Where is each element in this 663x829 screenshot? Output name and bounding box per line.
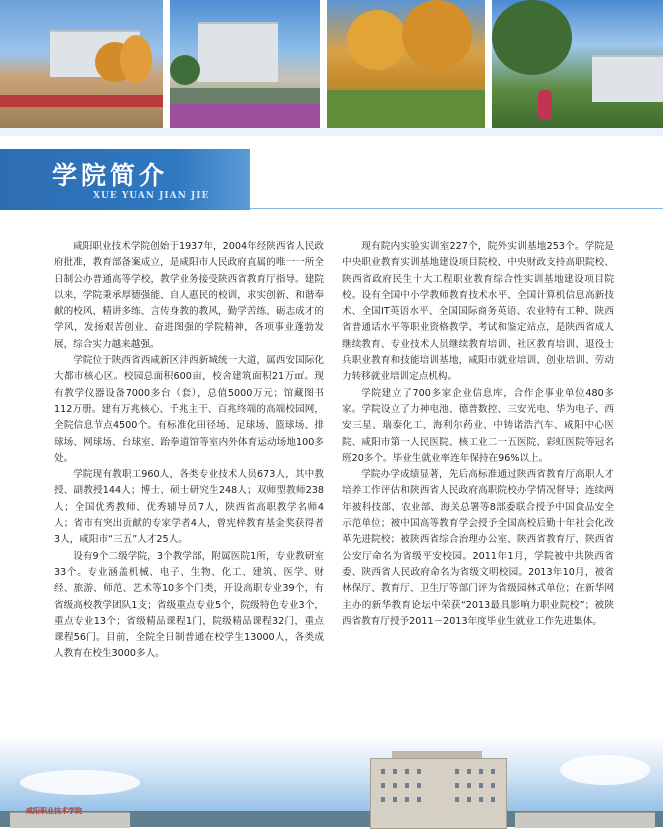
paragraph: 设有9个二级学院，3个教学部，附属医院1所，专业教研室33个。专业涵盖机械、电子、生物、化工、建筑、医学、财经、旅游、师范、艺术等10多个门类，开设高职专业39个，有省级高校教学团队1支；省级重点专业5个，院级特色专业3个，重点专业13个；省级精品课程1门，院级精品课程32门，重点课程56门。目前，全院全日制普通在校学生13000人，各类成人教育在校生3000多人。 <box>54 550 324 660</box>
campus-photo-gate <box>0 0 163 128</box>
paragraph: 学院建立了700多家企业信息库，合作企事业单位480多家。学院设立了力神电池、德普数控、三安光电、华为电子、西安三星、瑞泰化工、海利尔药业、中铸诺浩汽车、咸阳中心医院、咸阳市第一人民医院、核工业二一五医院、彩虹医院等冠名班20多个。毕业生就业率连年保持在96%以上。 <box>342 387 614 464</box>
left-column <box>54 239 324 663</box>
paragraph: 学院现有教职工960人，各类专业技术人员673人，其中教授、副教授144人；博士、硕士研究生248人；双师型教师238人；全国优秀教师、优秀辅导员7人，陕西省高职教学名师4人；省市有突出贡献的专家学者4人，曾宪梓教育基金奖获得者3人，咸阳市“三五”人才25人。 <box>54 469 324 546</box>
page-subtitle: XUE YUAN JIAN JIE <box>93 191 210 201</box>
paragraph: 学院办学成绩显著，先后高标准通过陕西省教育厅高职人才培养工作评估和陕西省人民政府高职院校办学情况督导；连续两年被科技部、农业部、海关总署等8部委联合授予中国食品安全示范单位；被中国高等教育学会授予全国高校后勤十年社会化改革先进院校；被陕西省综合治理办公室、陕西省教育厅、陕西省公安厅命名为省级平安校园。2011年1月，学院被中共陕西省委、陕西省人民政府命名为省级文明校园。2013年10月，被省林保厅、教育厅、卫生厅等部门评为省级园林式单位；在新华网主办的新华教育论坛中荣获“2013最具影响力职业院校”；被陕西省教育厅授予2011－2013年度毕业生就业工作先进集体。 <box>342 469 614 627</box>
campus-photo-strip <box>0 0 663 128</box>
paragraph: 现有院内实验实训室227个，院外实训基地253个。学院是中央职业教育实训基地建设项目院校、中央财政支持高职院校、陕西省政府民生十大工程职业教育综合性实训基地建设项目院校。设有全国中小学教师教育技术水平、全国计算机信息高新技术、全国IT英语水平、全国国际商务英语、农业特有工种、陕西省普通话水平等职业资格教学、考试和鉴定站点，是陕西省成人继续教育、专业技术人员继续教育培训、社区教育培训、退役士兵职业教育和技能培训基地，咸阳市就业培训、创业培训、劳动力转移就业培训定点机构。 <box>342 241 614 383</box>
right-column <box>342 239 614 630</box>
campus-photo-student <box>492 0 663 128</box>
paragraph: 学院位于陕西省西咸新区沣西新城统一大道，属西安国际化大都市核心区。校园总面积600亩，校舍建筑面积21万㎡。现有教学仪器设备7000多台（套），总值5000万元；馆藏图书112万册。建有万兆核心、千兆主干、百兆终端的高端校园网，全院信息节点4500个。有标准化田径场、足球场、篮球场、排球场、网球场、台球室、跆拳道馆等室内外体育运动场地100多处。 <box>54 355 324 464</box>
banner-rule <box>250 208 663 209</box>
campus-gate-sign: 咸阳职业技术学院 <box>26 807 82 815</box>
paragraph: 咸阳职业技术学院创始于1937年，2004年经陕西省人民政府批准，教育部备案成立，是咸阳市人民政府直属的唯一一所全日制公办普通高等学校，教学业务接受陕西省教育厅指导。建院以来，学院秉承厚德强能、自人惠民的校训，求实创新、和谐奉献的校风，精讲多练、言传身教的教风，勤学苦练、砺志成才的学风，发扬艰苦创业、奋进图强的学院精神，各项事业蓬勃发展，综合实力越来越强。 <box>54 241 324 350</box>
main-building <box>370 758 507 829</box>
campus-photo-autumn-trees <box>327 0 485 128</box>
photo-strip-divider <box>0 128 663 136</box>
low-building <box>515 812 655 828</box>
page-title: 学院简介 <box>52 161 169 190</box>
campus-photo-building <box>170 0 320 128</box>
